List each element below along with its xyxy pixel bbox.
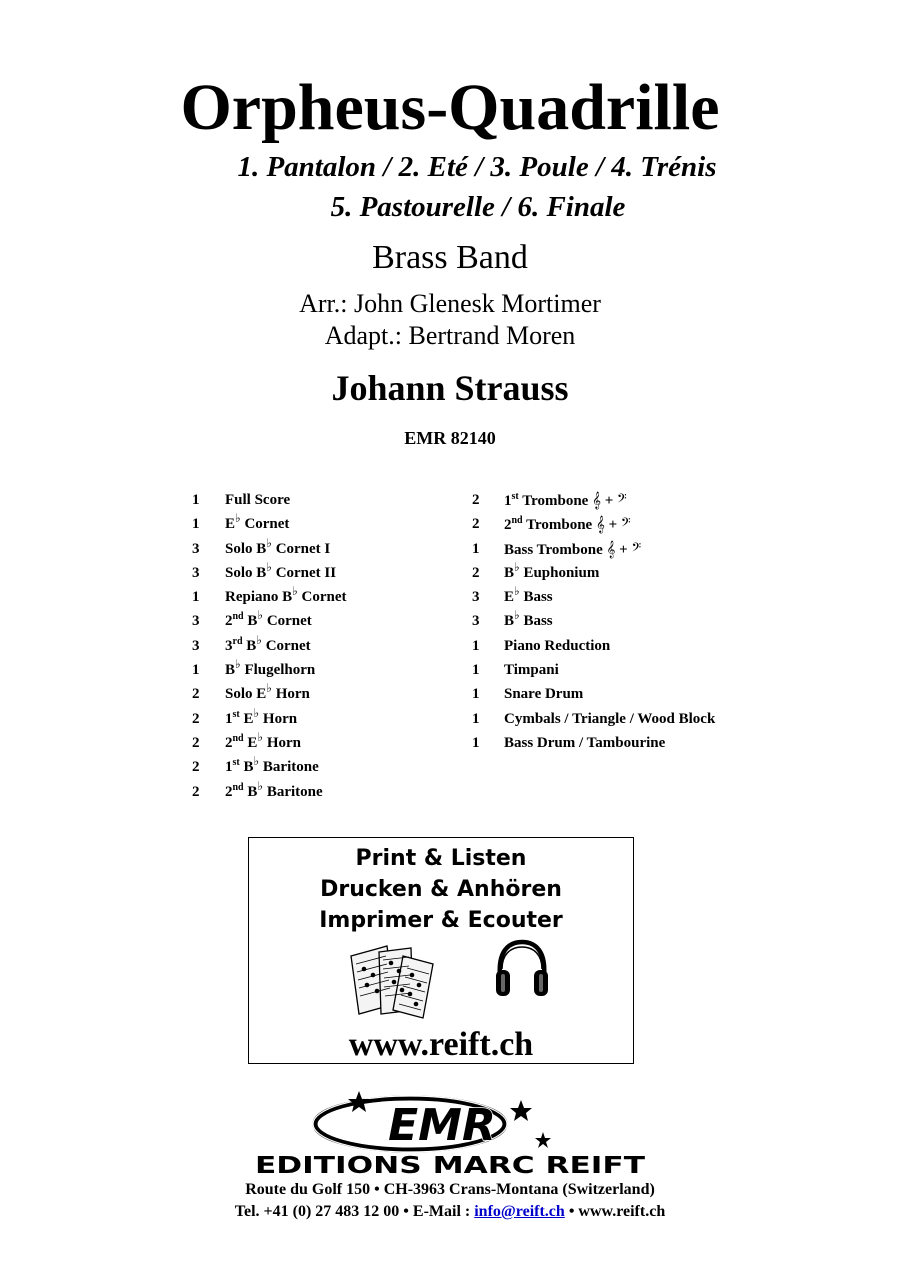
part-name: Bass Trombone 𝄞 + 𝄢 — [504, 539, 642, 558]
part-quantity: 1 — [192, 662, 200, 679]
part-quantity: 2 — [472, 516, 480, 533]
phone-text: Tel. +41 (0) 27 483 12 00 • E-Mail : — [234, 1203, 475, 1220]
publisher-name: EDITIONS MARC REIFT — [255, 1153, 646, 1178]
part-name: B♭ Euphonium — [504, 559, 600, 581]
part-quantity: 2 — [192, 734, 200, 751]
part-row — [472, 585, 802, 609]
sheet-music-icon — [349, 942, 441, 1020]
promo-icons — [249, 936, 633, 1022]
part-row — [472, 682, 802, 706]
adapter-credit: Adapt.: Bertrand Moren — [324, 321, 576, 350]
part-quantity: 1 — [472, 637, 480, 654]
part-row — [472, 658, 802, 682]
part-row — [472, 488, 802, 512]
part-row — [192, 658, 462, 682]
part-quantity: 2 — [192, 759, 200, 776]
part-name: Cymbals / Triangle / Wood Block — [504, 710, 716, 727]
part-name: 1st B♭ Baritone — [225, 754, 319, 776]
part-name: Repiano B♭ Cornet — [225, 584, 347, 606]
part-name: 1st Trombone 𝄞 + 𝄢 — [504, 491, 627, 509]
logo-emr-letters: EMR — [388, 1100, 496, 1151]
part-row — [472, 537, 802, 561]
part-quantity: 1 — [472, 662, 480, 679]
part-quantity: 2 — [192, 686, 200, 703]
part-quantity: 1 — [472, 686, 480, 703]
part-row — [192, 780, 462, 804]
part-row — [192, 585, 462, 609]
part-row — [472, 512, 802, 536]
promo-line-english: Print & Listen — [355, 846, 527, 871]
part-name: Piano Reduction — [504, 637, 611, 654]
part-name: Timpani — [504, 662, 559, 679]
part-row — [472, 731, 802, 755]
arranger-credit: Arr.: John Glenesk Mortimer — [299, 289, 601, 318]
part-name: 2nd B♭ Cornet — [225, 608, 312, 630]
part-row — [472, 634, 802, 658]
catalog-number: EMR 82140 — [404, 428, 496, 448]
part-name: Full Score — [225, 492, 291, 508]
composer: Johann Strauss — [331, 368, 569, 408]
promo-line-german: Drucken & Anhören — [320, 877, 562, 902]
email-link[interactable]: info@reift.ch — [474, 1203, 565, 1220]
part-name: 2nd E♭ Horn — [225, 729, 301, 751]
part-row — [192, 755, 462, 779]
part-row — [472, 609, 802, 633]
headphones-icon — [493, 938, 551, 1000]
promo-line-french: Imprimer & Ecouter — [319, 908, 563, 933]
part-name: Snare Drum — [504, 686, 584, 703]
part-quantity: 1 — [192, 516, 200, 533]
publisher-contact — [0, 1201, 900, 1223]
parts-list-left — [192, 488, 462, 804]
part-quantity: 1 — [192, 589, 200, 606]
part-name: Solo E♭ Horn — [225, 681, 310, 703]
part-name: 2nd Trombone 𝄞 + 𝄢 — [504, 515, 631, 534]
part-quantity: 1 — [472, 540, 480, 557]
part-quantity: 1 — [472, 734, 480, 751]
part-quantity: 1 — [192, 492, 200, 508]
part-row — [192, 512, 462, 536]
part-quantity: 2 — [192, 783, 200, 800]
part-quantity: 3 — [192, 564, 200, 581]
part-quantity: 2 — [472, 564, 480, 581]
promo-url[interactable]: www.reift.ch — [348, 1026, 534, 1063]
part-quantity: 2 — [472, 492, 480, 508]
part-name: Solo B♭ Cornet I — [225, 535, 331, 557]
part-row — [472, 707, 802, 731]
publisher-address: Route du Golf 150 • CH-3963 Crans-Montana (Switzerland) — [245, 1181, 655, 1198]
part-name: Bass Drum / Tambourine — [504, 734, 666, 751]
part-row — [192, 609, 462, 633]
part-row — [192, 707, 462, 731]
part-row — [472, 561, 802, 585]
print-and-listen-box — [248, 837, 634, 1064]
part-quantity: 3 — [472, 589, 480, 606]
part-name: 1st E♭ Horn — [225, 705, 298, 727]
score-title: Orpheus-Quadrille — [180, 71, 720, 144]
part-quantity: 1 — [472, 710, 480, 727]
part-row — [192, 731, 462, 755]
part-row — [192, 634, 462, 658]
emr-publisher-logo — [250, 1088, 650, 1178]
part-name: B♭ Bass — [504, 608, 553, 630]
part-name: Solo B♭ Cornet II — [225, 559, 337, 581]
website-text: • www.reift.ch — [564, 1203, 666, 1220]
part-row — [192, 561, 462, 585]
part-quantity: 3 — [192, 613, 200, 630]
part-row — [192, 488, 462, 512]
part-quantity: 3 — [192, 540, 200, 557]
ensemble: Brass Band — [372, 239, 528, 276]
part-row — [192, 537, 462, 561]
part-name: 2nd B♭ Baritone — [225, 778, 323, 800]
part-name: B♭ Flugelhorn — [225, 657, 316, 679]
part-row — [192, 682, 462, 706]
movements-line-2: 5. Pastourelle / 6. Finale — [330, 191, 626, 223]
part-name: E♭ Cornet — [225, 511, 290, 533]
part-name: 3rd B♭ Cornet — [225, 632, 311, 654]
part-quantity: 3 — [192, 637, 200, 654]
part-name: E♭ Bass — [504, 584, 553, 606]
movements-line-1: 1. Pantalon / 2. Eté / 3. Poule / 4. Trénis — [237, 151, 717, 183]
part-quantity: 2 — [192, 710, 200, 727]
part-quantity: 3 — [472, 613, 480, 630]
parts-list-right — [472, 488, 802, 755]
